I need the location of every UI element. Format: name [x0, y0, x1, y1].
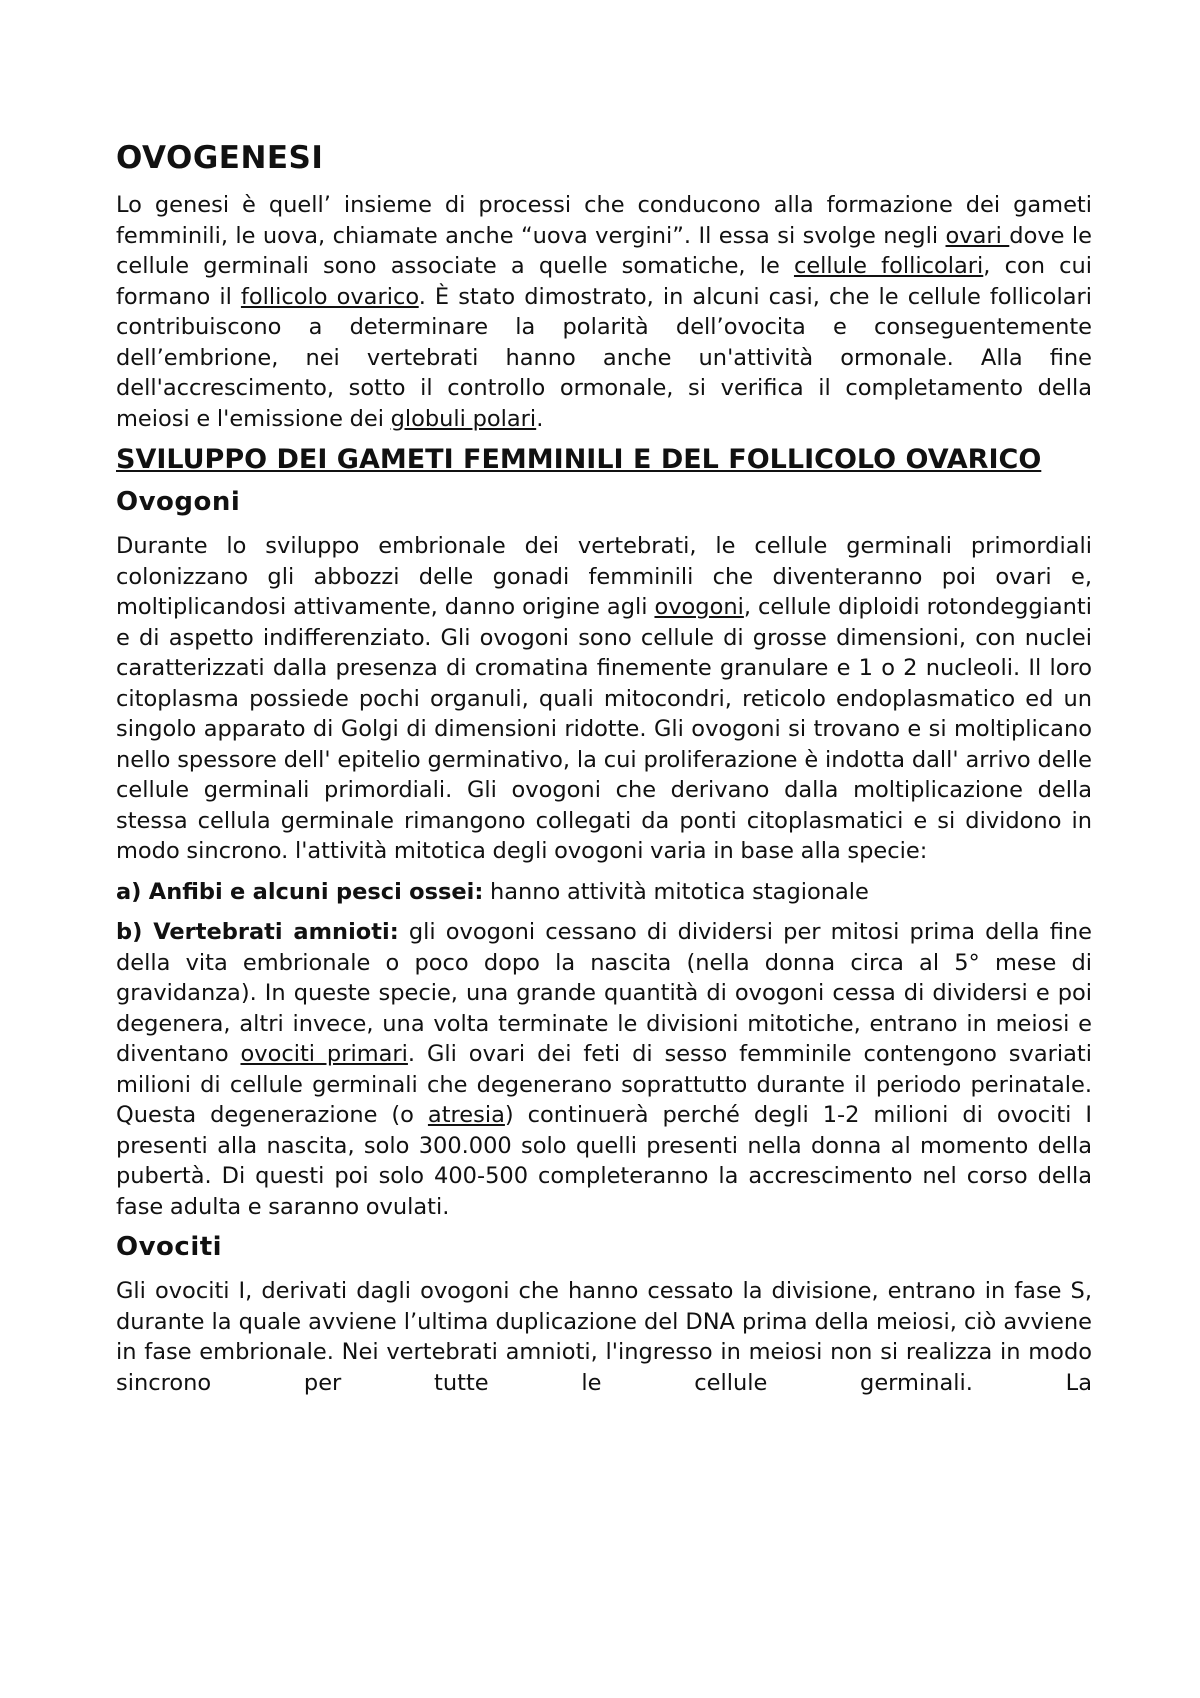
link-atresia[interactable]: atresia — [427, 1102, 505, 1128]
link-ovociti-primari[interactable]: ovociti primari — [240, 1041, 408, 1067]
intro-text-4: . È stato dimostrato, in alcuni casi, che le cellule follicolari contribuiscono a determinare la polarità dell’ovocita e conseguentemente dell’embrione, nei vertebrati hanno anche un'attività ormonale. Alla fine dell'accrescimento, sotto il controllo ormonale, si verifica il completamento della meiosi e l'emissione dei — [116, 283, 1092, 432]
link-follicolo-ovarico[interactable]: follicolo ovarico — [240, 283, 419, 310]
ovociti-heading: Ovociti — [116, 1232, 223, 1262]
intro-text-1: Lo genesi è quell’ insieme di processi che conducono alla formazione dei gameti femminili, le uova, chiamate anche “uova vergini”. Il essa si svolge negli — [116, 192, 1092, 249]
intro-paragraph — [116, 190, 1092, 434]
link-ovogoni[interactable]: ovogoni — [654, 594, 744, 620]
intro-text-5: . — [536, 405, 544, 432]
ovogoni-paragraph — [116, 531, 1092, 867]
list-item-b — [116, 917, 1092, 1222]
list-item-a-text: hanno attività mitotica stagionale — [483, 878, 869, 905]
section-heading: SVILUPPO DEI GAMETI FEMMINILI E DEL FOLLICOLO OVARICO — [116, 444, 1042, 475]
intro-text-2: dove le cellule germinali sono associate a quelle somatiche, le — [116, 222, 1093, 279]
intro-text-3: , con cui formano il — [116, 253, 1092, 310]
list-item-a-label: a) Anfibi e alcuni pesci ossei: — [116, 878, 484, 905]
link-cellule-follicolari[interactable]: cellule follicolari — [793, 253, 984, 279]
ovogoni-heading: Ovogoni — [116, 487, 241, 517]
ovogoni-text-1: Durante lo sviluppo embrionale dei vertebrati, le cellule germinali primordiali colonizzano gli abbozzi delle gonadi femminili che diventeranno poi ovari e, moltiplicandosi attivamente, danno origine agli — [116, 533, 1092, 620]
link-ovari[interactable]: ovari — [945, 222, 1010, 249]
list-item-b-label: b) Vertebrati amnioti: — [116, 919, 399, 945]
list-item-a — [116, 877, 1092, 908]
list-item-b-text-2: . Gli ovari dei feti di sesso femminile contengono svariati milioni di cellule germinali che degenerano soprattutto durante il periodo perinatale. Questa degenerazione (o — [116, 1041, 1092, 1128]
document-page — [116, 140, 1092, 1408]
document-title: OVOGENESI — [116, 140, 324, 176]
link-globuli-polari[interactable]: globuli polari — [390, 405, 537, 432]
list-item-b-text-3: ) continuerà perché degli 1-2 milioni di ovociti I presenti alla nascita, solo 300.000 solo quelli presenti nella donna al momento della pubertà. Di questi poi solo 400-500 completeranno la accrescimento nel corso della fase adulta e saranno ovulati. — [116, 1102, 1092, 1220]
list-item-b-text-1: gli ovogoni cessano di dividersi per mitosi prima della fine della vita embrionale o poco dopo la nascita (nella donna circa al 5° mese di gravidanza). In queste specie, una grande quantità di ovogoni cessa di dividersi e poi degenera, altri invece, una volta terminate le divisioni mitotiche, entrano in meiosi e diventano — [116, 919, 1092, 1067]
ovogoni-text-2: , cellule diploidi rotondeggianti e di aspetto indifferenziato. Gli ovogoni sono cellule di grosse dimensioni, con nuclei caratterizzati dalla presenza di cromatina finemente granulare e 1 o 2 nucleoli. Il loro citoplasma possiede pochi organuli, quali mitocondri, reticolo endoplasmatico ed un singolo apparato di Golgi di dimensioni ridotte. Gli ovogoni si trovano e si moltiplicano nello spessore dell' epitelio germinativo, la cui proliferazione è indotta dall' arrivo delle cellule germinali primordiali. Gli ovogoni che derivano dalla moltiplicazione della stessa cellula germinale rimangono collegati da ponti citoplasmatici e si dividono in modo sincrono. l'attività mitotica degli ovogoni varia in base alla specie: — [116, 594, 1092, 864]
ovociti-paragraph: Gli ovociti I, derivati dagli ovogoni che hanno cessato la divisione, entrano in fase S, durante la quale avviene l’ultima duplicazione del DNA prima della meiosi, ciò avviene in fase embrionale. Nei vertebrati amnioti, l'ingresso in meiosi non si realizza in modo sincrono per tutte le cellule germinali. La — [116, 1278, 1092, 1396]
